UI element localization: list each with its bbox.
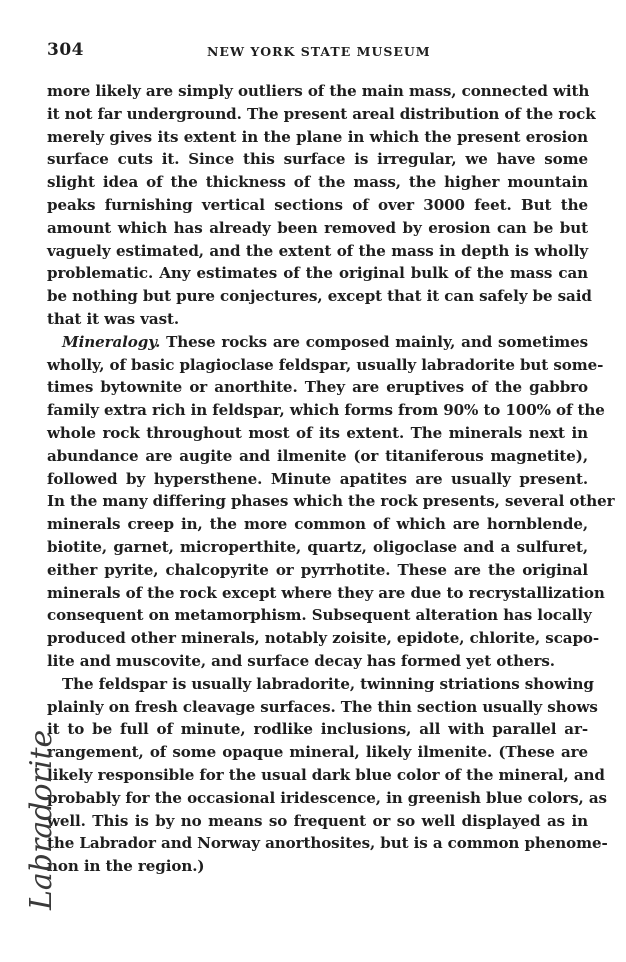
text-line: peaks furnishing vertical sections of over 3000 feet. But the xyxy=(47,195,588,214)
page-header xyxy=(47,40,587,62)
body-text xyxy=(47,80,615,878)
text-line: followed by hypersthene. Minute apatites are usually present. xyxy=(47,469,588,488)
text-line: minerals of the rock except where they are due to recrystallization xyxy=(47,583,605,602)
text-line: produced other minerals, notably zoisite, epidote, chlorite, scapo- xyxy=(47,629,600,648)
text-line: that it was vast. xyxy=(47,309,180,328)
text-line: The feldspar is usually labradorite, twinning striations showing xyxy=(62,674,594,693)
text-line-first xyxy=(47,331,588,354)
text-line: abundance are augite and ilmenite (or titaniferous magnetite), xyxy=(47,446,588,465)
page-number: 304 xyxy=(47,40,84,60)
text-line: probably for the occasional iridescence, in greenish blue colors, as xyxy=(47,788,607,807)
text-line: rangement, of some opaque mineral, likely ilmenite. (These are xyxy=(47,743,588,762)
text-line: surface cuts it. Since this surface is irregular, we have some xyxy=(47,150,588,169)
text-line: it to be full of minute, rodlike inclusions, all with parallel ar- xyxy=(47,720,588,739)
text-line: family extra rich in feldspar, which forms from 90% to 100% of the xyxy=(47,401,605,420)
text-line: slight idea of the thickness of the mass, the higher mountain xyxy=(47,173,588,192)
text-line: more likely are simply outliers of the main mass, connected with xyxy=(47,82,590,100)
text-line: well. This is by no means so frequent or so well displayed as in xyxy=(47,811,588,830)
text-line: vaguely estimated, and the extent of the mass in depth is wholly xyxy=(47,241,588,260)
text-fragment: These rocks are composed mainly, and sometimes xyxy=(160,332,588,351)
text-line: likely responsible for the usual dark blue color of the mineral, and xyxy=(47,765,605,784)
text-line: lite and muscovite, and surface decay has formed yet others. xyxy=(47,651,555,670)
text-line: non in the region.) xyxy=(47,857,205,876)
text-line: either pyrite, chalcopyrite or pyrrhotite. These are the original xyxy=(47,560,588,579)
text-line: biotite, garnet, microperthite, quartz, oligoclase and a sulfuret, xyxy=(47,537,588,556)
text-line: merely gives its extent in the plane in which the present erosion xyxy=(47,127,588,146)
text-line: minerals creep in, the more common of which are hornblende, xyxy=(47,515,588,534)
text-line: wholly, of basic plagioclase feldspar, usually labradorite but some- xyxy=(47,355,604,374)
text-line: the Labrador and Norway anorthosites, but is a common phenome- xyxy=(47,834,608,853)
handwritten-margin-note: Labradorite xyxy=(24,729,59,910)
text-line: be nothing but pure conjectures, except that it can safely be said xyxy=(47,287,592,306)
text-line: times bytownite or anorthite. They are eruptives of the gabbro xyxy=(47,378,588,397)
text-line: it not far underground. The present areal distribution of the rock xyxy=(47,104,596,123)
text-line: whole rock throughout most of its extent. The minerals next in xyxy=(47,423,588,442)
text-line: problematic. Any estimates of the original bulk of the mass can xyxy=(47,264,588,283)
running-head: NEW YORK STATE MUSEUM xyxy=(207,44,431,59)
text-line: amount which has already been removed by erosion can be but xyxy=(47,218,588,237)
text-line: In the many differing phases which the rock presents, several other xyxy=(47,492,615,511)
text-line: plainly on fresh cleavage surfaces. The thin section usually shows xyxy=(47,697,598,716)
text-line: consequent on metamorphism. Subsequent alteration has locally xyxy=(47,606,592,625)
section-heading: Mineralogy. xyxy=(62,332,161,351)
